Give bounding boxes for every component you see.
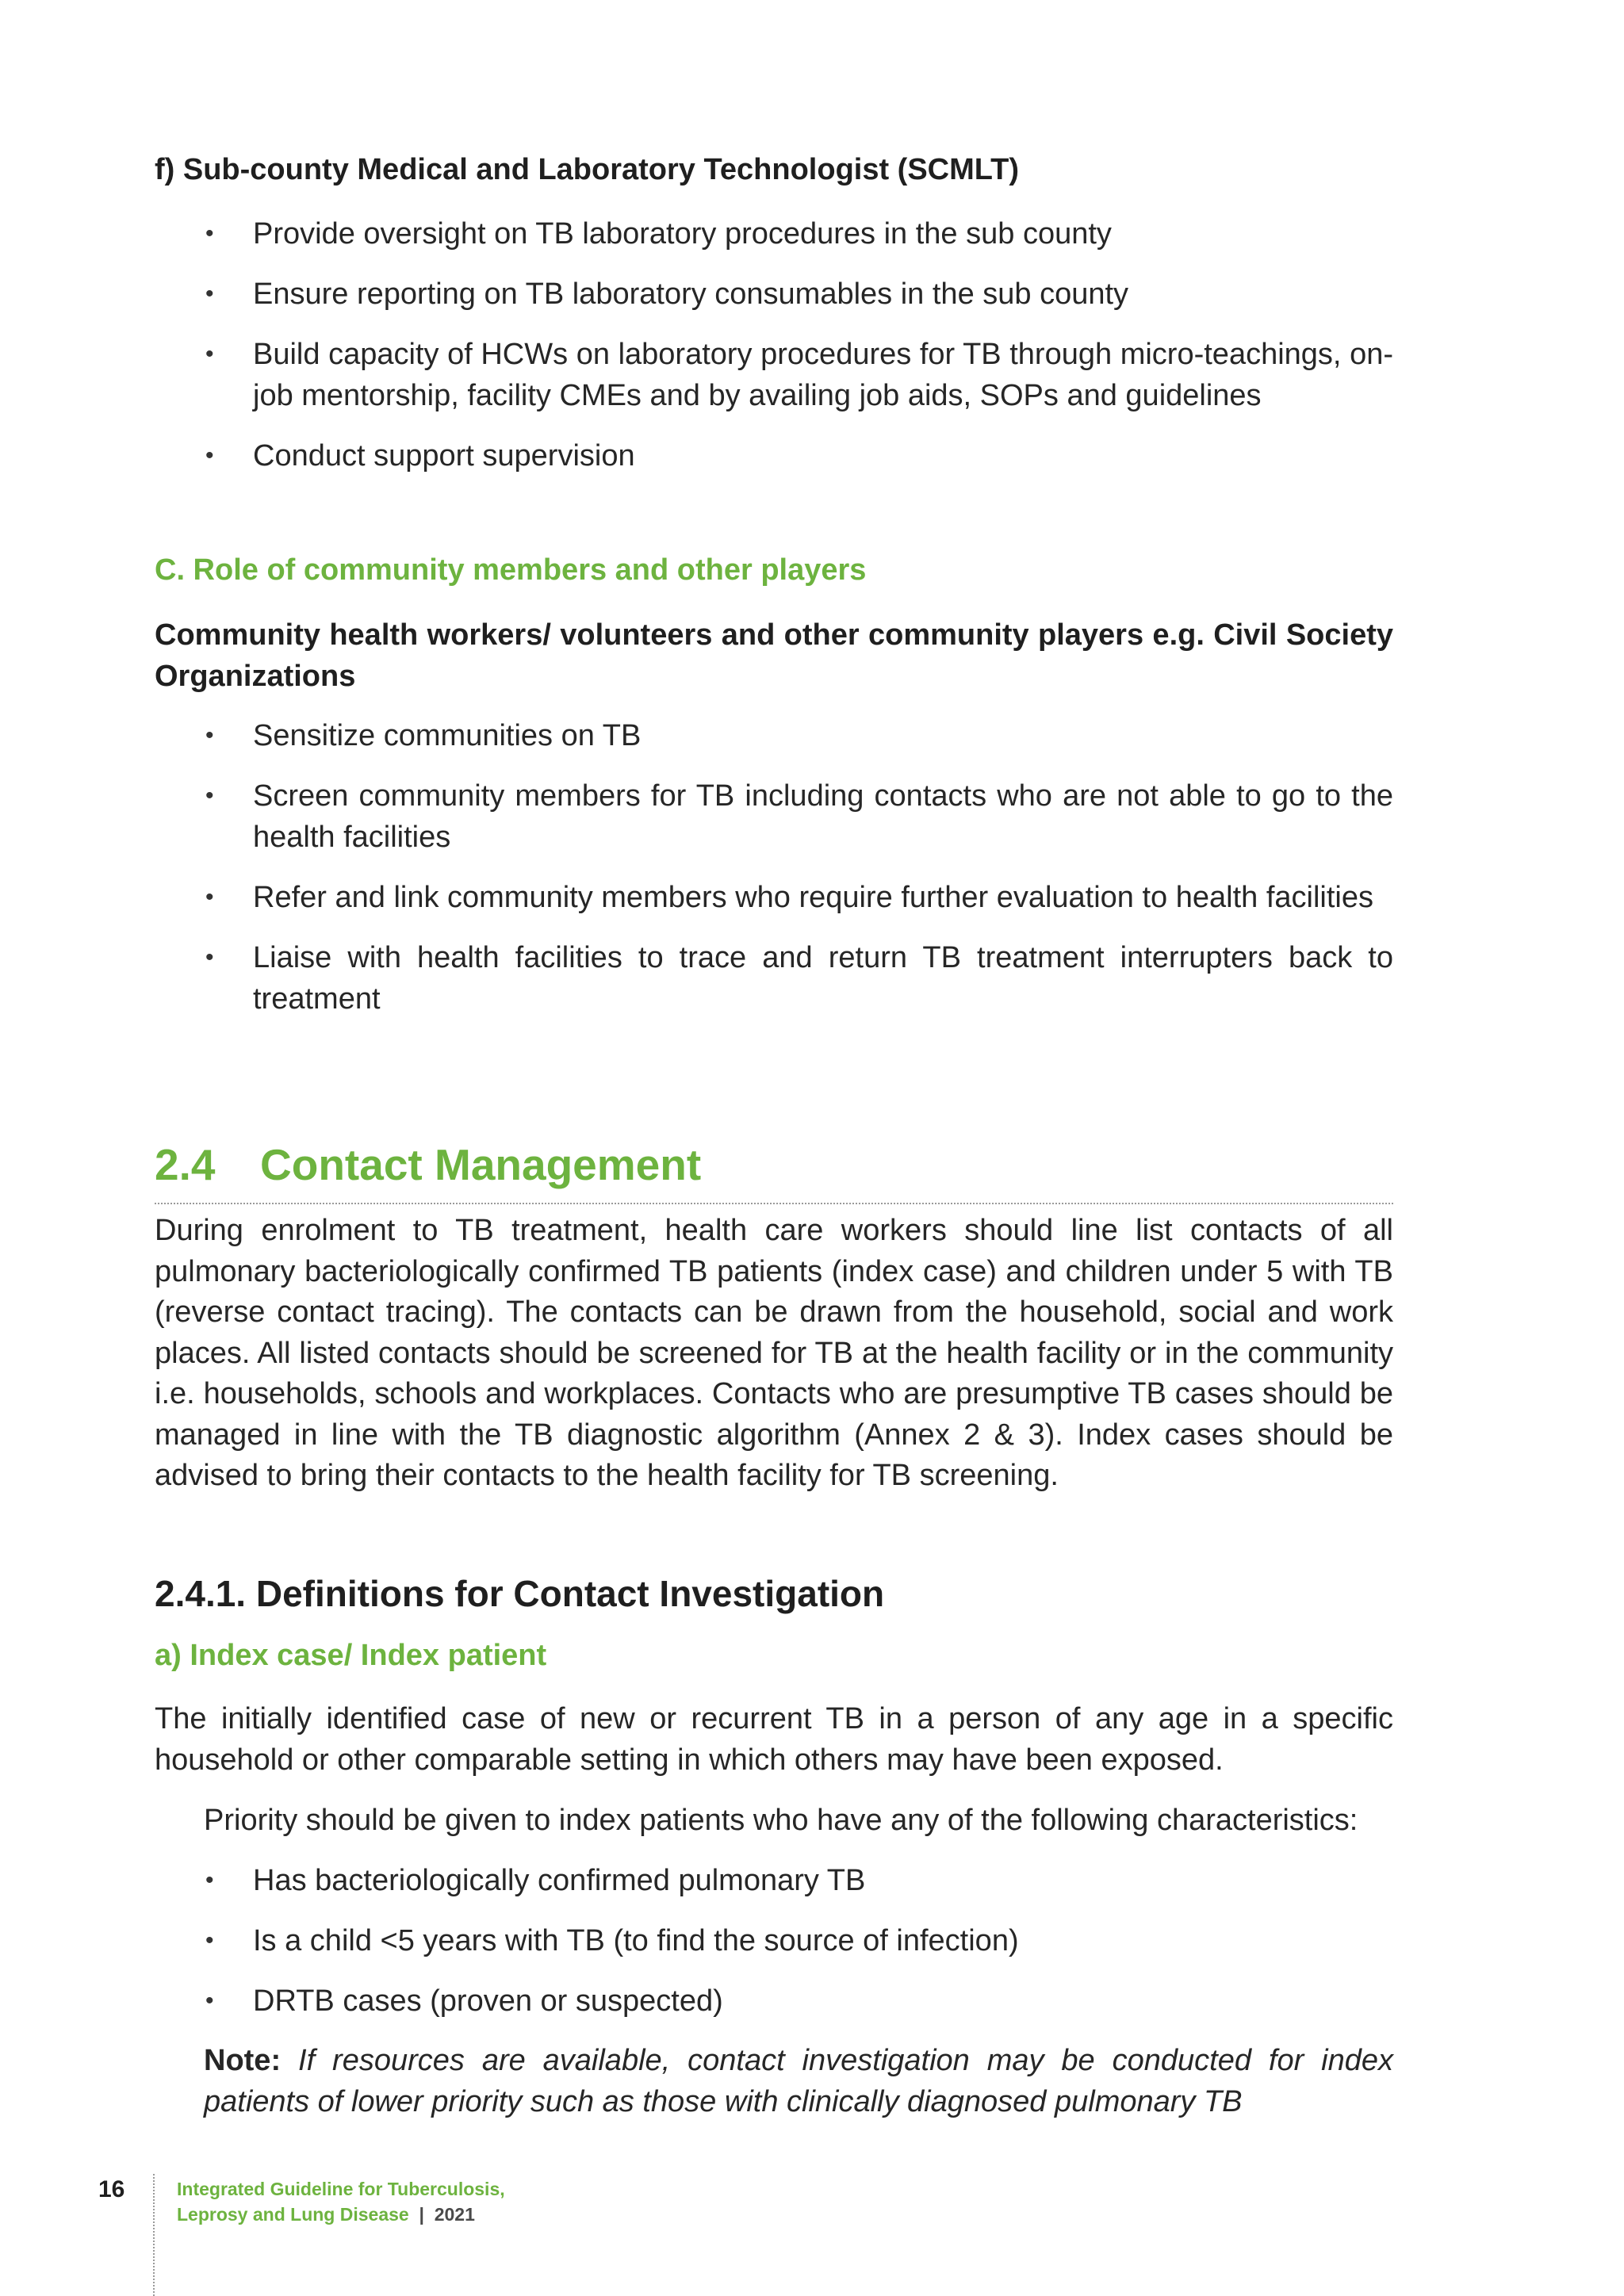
list-item: • DRTB cases (proven or suspected)	[155, 1980, 1393, 2022]
bullet-icon: •	[205, 341, 214, 367]
page-number: 16	[98, 2176, 125, 2202]
list-item: • Ensure reporting on TB laboratory consumables in the sub county	[155, 274, 1393, 315]
bullet-icon: •	[205, 944, 214, 970]
note-paragraph	[204, 2040, 1393, 2122]
bullet-icon: •	[205, 1988, 214, 2014]
subsection-2-4-1-heading: 2.4.1. Definitions for Contact Investigation	[155, 1573, 885, 1614]
role-f-heading: f) Sub-county Medical and Laboratory Technologist (SCMLT)	[155, 153, 1020, 186]
list-item: • Sensitize communities on TB	[155, 715, 1393, 756]
bullet-icon: •	[205, 1867, 214, 1893]
index-case-definition: The initially identified case of new or recurrent TB in a person of any age in a specific household or other comparable setting in which others may have been exposed.	[155, 1702, 1393, 1777]
priority-intro: Priority should be given to index patients who have any of the following characteristics:	[204, 1804, 1358, 1837]
list-item: • Liaise with health facilities to trace and return TB treatment interrupters back to treatment	[155, 937, 1393, 1020]
list-item: • Provide oversight on TB laboratory procedures in the sub county	[155, 213, 1393, 254]
footer-publication-title	[177, 2176, 505, 2227]
section-c-heading: C. Role of community members and other players	[155, 553, 867, 587]
priority-bullet-list	[155, 1860, 1393, 2022]
list-item: • Conduct support supervision	[155, 435, 1393, 476]
list-item: • Screen community members for TB including contacts who are not able to go to the health facilities	[155, 775, 1393, 858]
section-number: 2.4	[155, 1140, 216, 1189]
bullet-icon: •	[205, 722, 214, 748]
contact-management-paragraph: During enrolment to TB treatment, health care workers should line list contacts of all pulmonary bacteriologically confirmed TB patients (index case) and children under 5 with TB (reverse contact tracing). The contacts can be drawn from the household, social and work places. All listed contacts should be screened for TB at the health facility or in the community i.e. households, schools and workplaces. Contacts who are presumptive TB cases should be managed in line with the TB diagnostic algorithm (Annex 2 & 3). Index cases should be advised to bring their contacts to the health facility for TB screening.	[155, 1214, 1393, 1492]
role-f-bullet-list	[155, 213, 1393, 476]
bullet-icon: •	[205, 1927, 214, 1954]
section-c-bullet-list	[155, 715, 1393, 1020]
footer-divider	[153, 2174, 155, 2296]
bullet-icon: •	[205, 220, 214, 247]
list-item: • Has bacteriologically confirmed pulmonary TB	[155, 1860, 1393, 1901]
list-item: • Refer and link community members who require further evaluation to health facilities	[155, 877, 1393, 918]
footer-year: 2021	[434, 2204, 475, 2225]
bullet-icon: •	[205, 281, 214, 307]
footer-line-1: Integrated Guideline for Tuberculosis,	[177, 2179, 505, 2199]
index-case-heading: a) Index case/ Index patient	[155, 1639, 547, 1672]
note-label: Note:	[204, 2044, 282, 2077]
section-c-subheading: Community health workers/ volunteers and other community players e.g. Civil Society Organizations	[155, 618, 1393, 693]
bullet-icon: •	[205, 442, 214, 469]
footer-line-2: Leprosy and Lung Disease | 2021	[177, 2204, 475, 2225]
list-item: • Is a child <5 years with TB (to find the source of infection)	[155, 1920, 1393, 1961]
note-text: If resources are available, contact investigation may be conducted for index patients of lower priority such as those with clinically diagnosed pulmonary TB	[204, 2044, 1393, 2118]
bullet-icon: •	[205, 884, 214, 910]
list-item: • Build capacity of HCWs on laboratory procedures for TB through micro-teachings, on-job mentorship, facility CMEs and by availing job aids, SOPs and guidelines	[155, 334, 1393, 416]
section-title: Contact Management	[260, 1140, 702, 1189]
bullet-icon: •	[205, 783, 214, 809]
section-2-4-heading	[155, 1139, 1393, 1204]
